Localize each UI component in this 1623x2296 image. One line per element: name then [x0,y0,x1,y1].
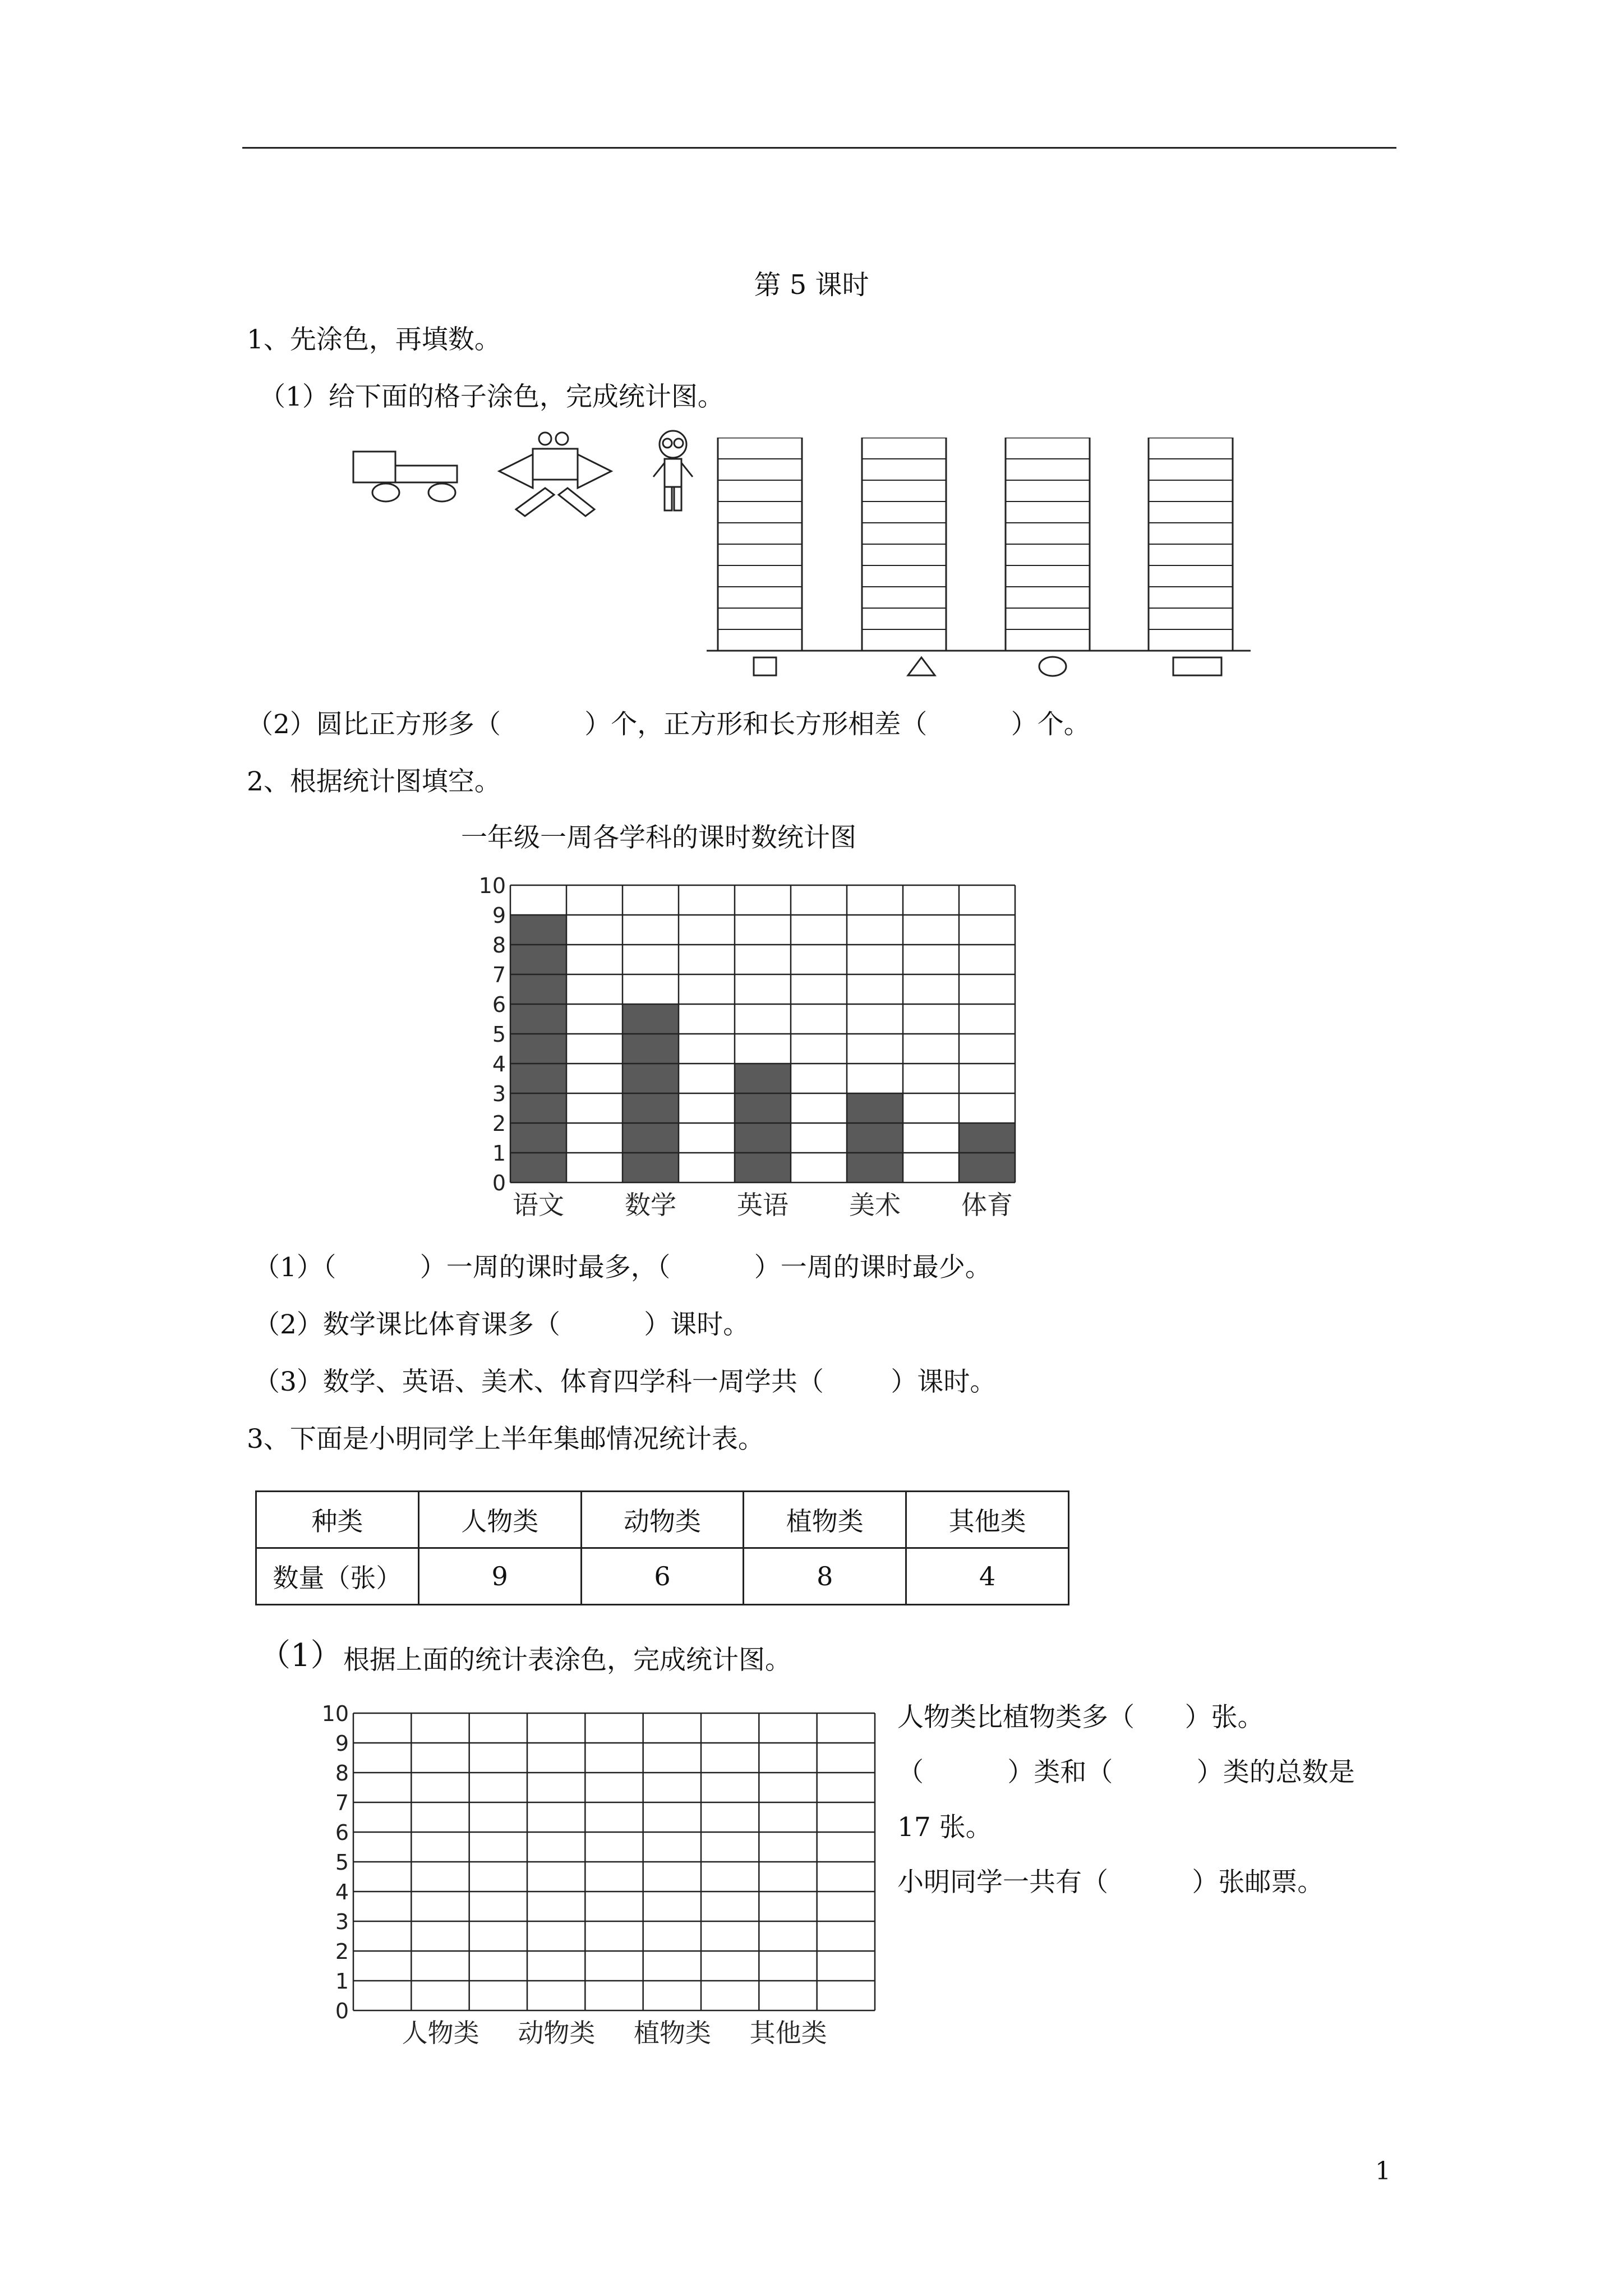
truck-figure [353,452,457,501]
y-tick-label: 2 [335,1939,349,1964]
rectangle-icon [1173,657,1221,675]
x-tick-label: 动物类 [518,2018,596,2048]
q2-item-1: （1）（ ）一周的课时最多，（ ）一周的课时最少。 [253,1252,992,1283]
table-cell: 8 [744,1548,906,1605]
square-icon [754,657,776,675]
header-rule [242,147,1396,149]
q3-part1-number: （1） [259,1637,342,1674]
y-tick-label: 1 [335,1969,349,1994]
shape-figures [348,426,729,522]
q1-grid-chart [695,438,1256,684]
y-tick-label: 1 [492,1141,506,1166]
table-header-cell: 人物类 [418,1492,581,1548]
y-tick-label: 8 [335,1761,349,1786]
y-tick-label: 0 [492,1171,506,1195]
y-tick-label: 7 [492,963,506,987]
circle-icon [1039,657,1066,676]
x-tick-label: 人物类 [402,2018,479,2048]
robot-figure [499,432,611,516]
y-tick-label: 3 [492,1082,506,1106]
bar-语文 [510,915,566,1182]
bar-美术 [847,1093,903,1182]
y-tick-label: 5 [492,1022,506,1047]
table-row [256,1548,1069,1605]
triangle-icon [908,657,935,675]
person-figure [653,431,693,510]
table-cell: 4 [906,1548,1069,1605]
q3-part1: 根据上面的统计表涂色，完成统计图。 [343,1645,791,1676]
table-cell: 6 [581,1548,744,1605]
q3-side-line-3: 17 张。 [897,1812,992,1843]
table-header-cell: 种类 [256,1492,419,1548]
q2-heading: 2、根据统计图填空。 [247,766,501,797]
q3-grid-chart [303,1696,909,2055]
y-tick-label: 8 [492,933,506,958]
table-header-row [256,1492,1069,1548]
y-tick-label: 4 [492,1052,506,1076]
stamp-table [255,1490,1069,1605]
grid-column-2 [862,438,946,651]
grid-column-3 [1006,438,1090,651]
y-tick-label: 9 [492,903,506,928]
y-tick-label: 6 [335,1820,349,1845]
y-tick-label: 10 [321,1701,349,1726]
q3-side-line-2: （ ）类和（ ）类的总数是 [897,1757,1355,1788]
q2-item-2: （2）数学课比体育课多（ ）课时。 [253,1309,750,1340]
q2-bar-chart [465,868,1049,1227]
q3-side-line-4: 小明同学一共有（ ）张邮票。 [897,1867,1324,1898]
q2-item-3: （3）数学、英语、美术、体育四学科一周学共（ ）课时。 [253,1366,997,1397]
page-number: 1 [1375,2157,1391,2185]
table-header-cell: 动物类 [581,1492,744,1548]
y-tick-label: 0 [335,1999,349,2023]
page-title: 第 5 课时 [754,269,869,301]
y-tick-label: 2 [492,1111,506,1136]
grid-column-1 [718,438,802,651]
y-tick-label: 4 [335,1880,349,1904]
y-tick-label: 9 [335,1731,349,1756]
table-cell: 9 [418,1548,581,1605]
q2-chart-title: 一年级一周各学科的课时数统计图 [461,822,856,853]
x-tick-label: 体育 [961,1190,1013,1220]
q1-heading: 1、先涂色，再填数。 [247,324,501,355]
q1-part2: （2）圆比正方形多（ ）个，正方形和长方形相差（ ）个。 [247,709,1090,740]
x-tick-label: 美术 [849,1190,901,1220]
y-tick-label: 3 [335,1910,349,1934]
q3-side-line-1: 人物类比植物类多（ ）张。 [897,1702,1264,1733]
x-tick-label: 语文 [513,1190,564,1220]
q3-heading: 3、下面是小明同学上半年集邮情况统计表。 [247,1424,764,1455]
y-tick-label: 10 [478,873,506,898]
y-tick-label: 5 [335,1850,349,1875]
x-tick-label: 其他类 [749,2018,827,2048]
y-tick-label: 6 [492,992,506,1017]
y-tick-label: 7 [335,1791,349,1815]
table-row-label: 数量（张） [256,1548,419,1605]
x-tick-label: 数学 [625,1190,676,1220]
q1-part1: （1）给下面的格子涂色，完成统计图。 [259,381,724,412]
x-tick-label: 英语 [737,1190,789,1220]
grid-column-4 [1149,438,1233,651]
table-header-cell: 其他类 [906,1492,1069,1548]
x-tick-label: 植物类 [634,2018,711,2048]
table-header-cell: 植物类 [744,1492,906,1548]
